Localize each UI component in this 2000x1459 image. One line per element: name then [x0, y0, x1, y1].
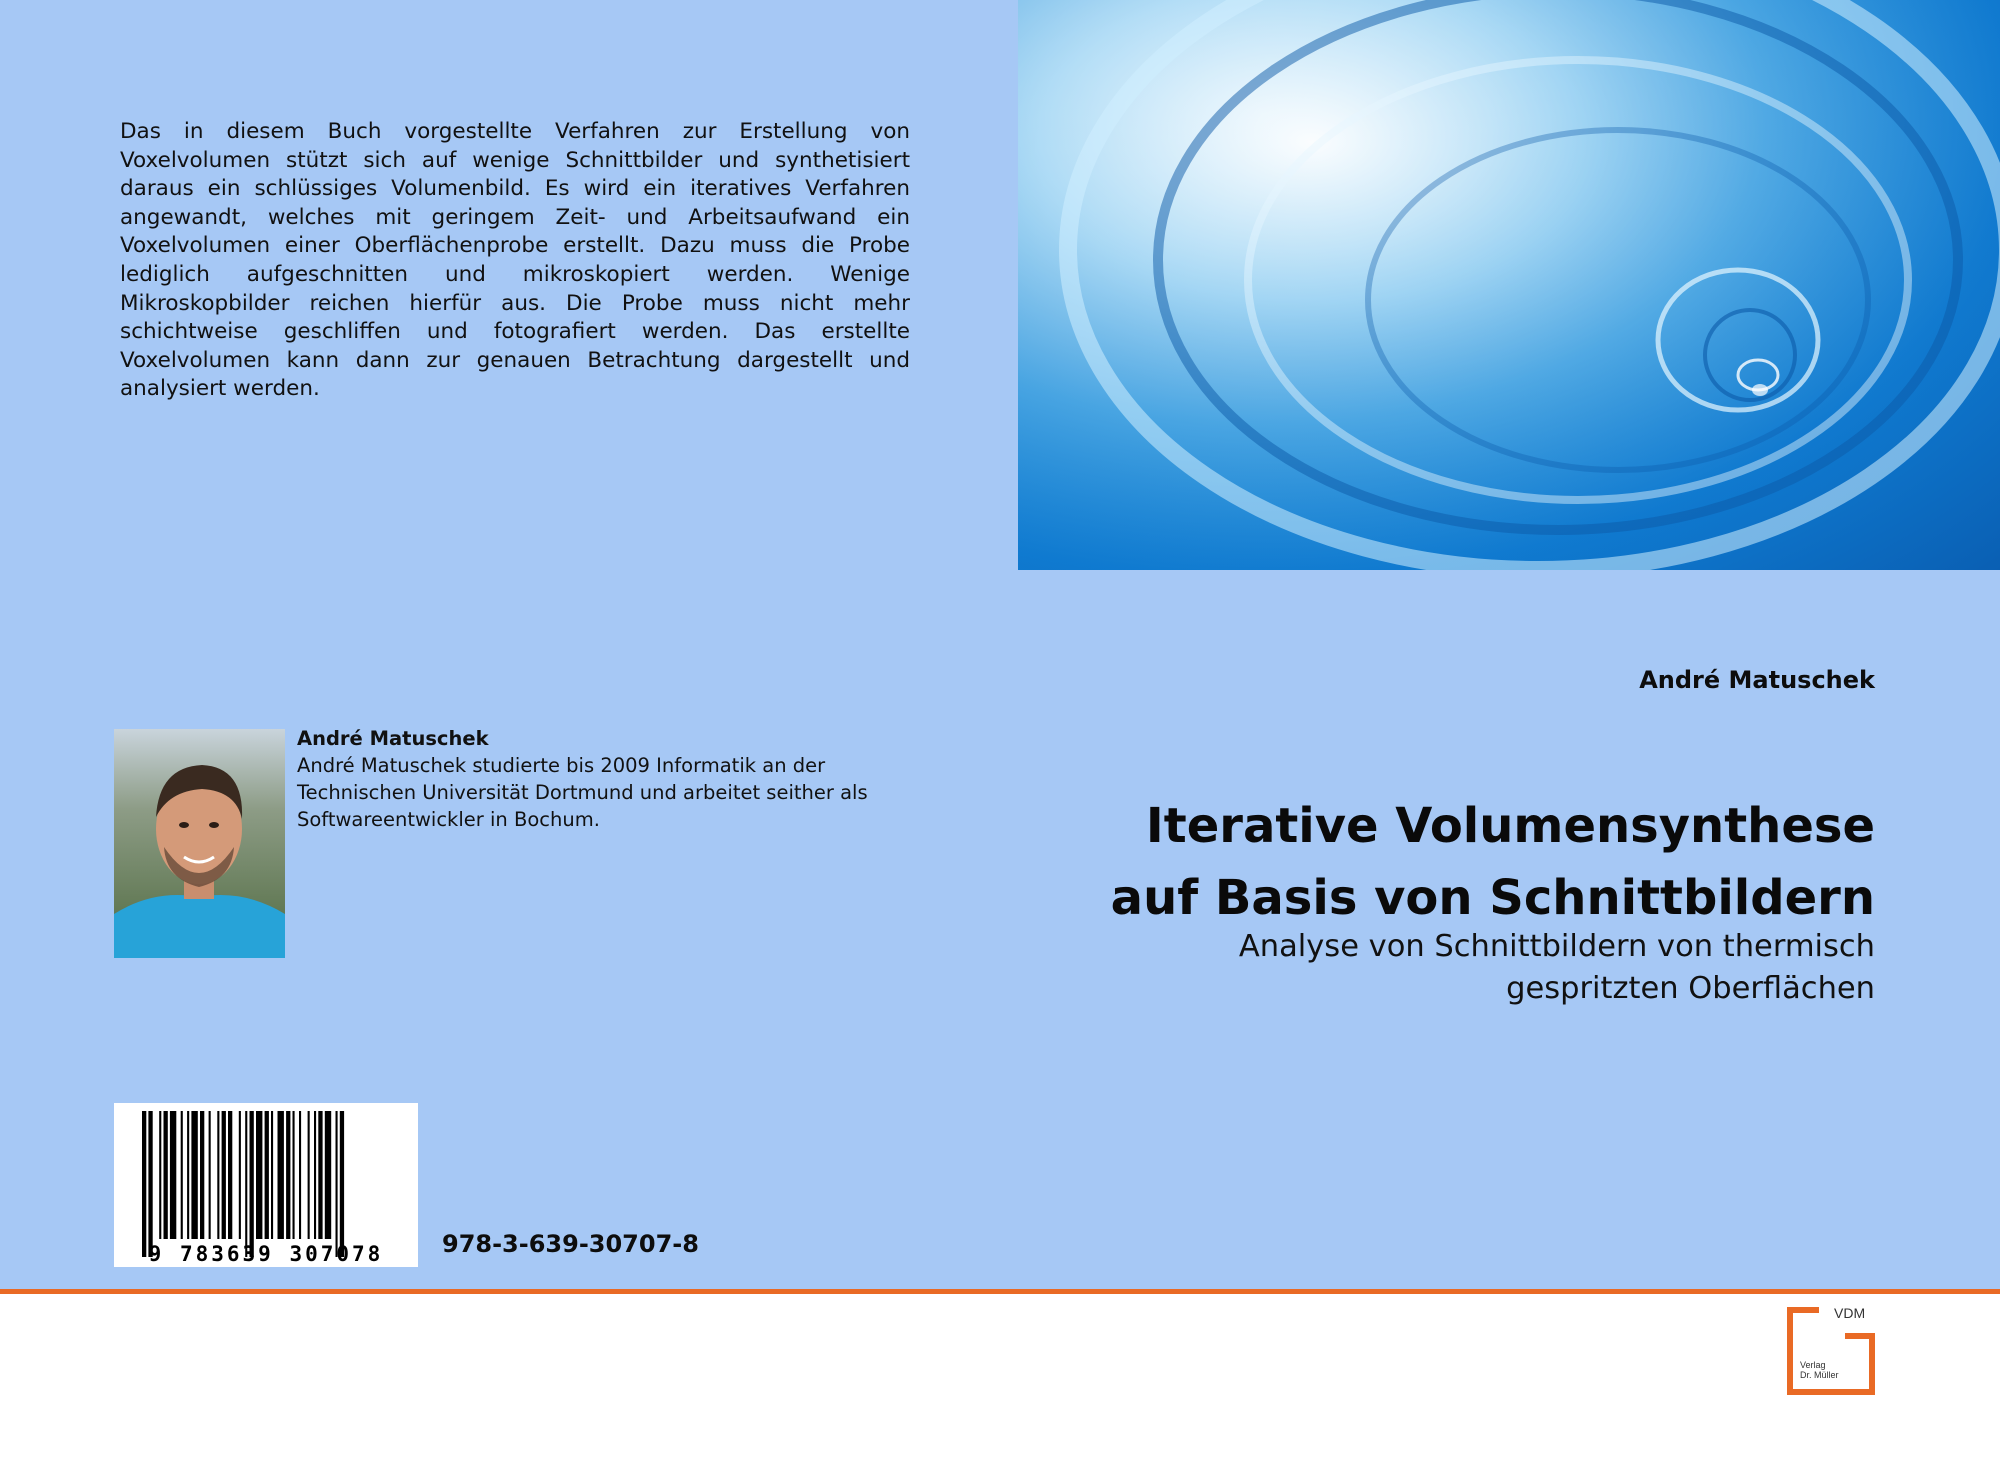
isbn-barcode	[114, 1103, 418, 1267]
vdm-logo-sub-line-1: Verlag	[1800, 1360, 1826, 1370]
front-cover-author: André Matuschek	[1639, 666, 1875, 694]
barcode-digits: 9 783639 307078	[148, 1242, 384, 1266]
barcode-bars	[114, 1103, 418, 1267]
isbn-number: 978-3-639-30707-8	[442, 1230, 699, 1258]
barcode-bar	[200, 1111, 204, 1239]
author-photo	[114, 729, 285, 958]
barcode-bar	[217, 1111, 219, 1239]
cover-footer	[0, 1294, 2000, 1459]
book-subtitle	[975, 926, 1875, 1010]
barcode-bar	[239, 1111, 241, 1239]
barcode-bar	[191, 1111, 197, 1239]
back-cover-blurb: Das in diesem Buch vorgestellte Verfahren zur Erstellung von Voxelvolumen stützt sich auf wenige Schnittbilder und synthetisiert daraus ein schlüssiges Volumenbild. Es wird ein iteratives Verfahren angewandt, welches mit geringem Zeit- und Arbeitsaufwand ein Voxelvolumen einer Oberflächenprobe erstellt. Dazu muss die Probe lediglich aufgeschnitten und mikroskopiert werden. Wenige Mikroskopbilder reichen hierfür aus. Die Probe muss nicht mehr schichtweise geschliffen und fotografiert werden. Das erstellte Voxelvolumen kann dann zur genauen Betrachtung dargestellt und analysiert werden.	[120, 119, 910, 402]
vdm-logo-text: VDM	[1834, 1305, 1866, 1321]
swirl-graphic	[1018, 0, 2000, 570]
title-line-2: auf Basis von Schnittbildern	[1110, 870, 1875, 926]
barcode-bar	[250, 1111, 254, 1257]
barcode-bar	[336, 1111, 338, 1257]
barcode-bar	[299, 1111, 301, 1239]
barcode-bar	[187, 1111, 189, 1239]
barcode-bar	[164, 1111, 168, 1239]
barcode-bar	[142, 1111, 146, 1257]
book-title	[975, 790, 1875, 934]
barcode-bar	[256, 1111, 262, 1239]
author-portrait-illustration	[114, 729, 285, 958]
bio-text: André Matuschek studierte bis 2009 Informatik an der Technischen Universität Dortmund und arbeitet seither als Softwareentwickler in Bochum.	[297, 754, 868, 831]
title-line-1: Iterative Volumensynthese	[1145, 798, 1875, 854]
subtitle-line-2: gespritzten Oberflächen	[1506, 971, 1875, 1006]
barcode-bar	[228, 1111, 232, 1239]
barcode-bar	[318, 1111, 322, 1239]
barcode-bar	[271, 1111, 273, 1239]
barcode-bar	[293, 1111, 295, 1239]
subtitle-line-1: Analyse von Schnittbildern von thermisch	[1238, 929, 1875, 964]
barcode-bar	[340, 1111, 344, 1257]
barcode-bar	[209, 1111, 211, 1239]
barcode-bar	[278, 1111, 284, 1239]
barcode-bar	[181, 1111, 183, 1239]
barcode-bar	[159, 1111, 161, 1239]
barcode-bar	[148, 1111, 152, 1257]
barcode-bar	[308, 1111, 310, 1239]
vdm-logo-subtext	[1800, 1360, 1839, 1380]
barcode-bar	[245, 1111, 247, 1257]
water-swirl-image	[1018, 0, 2000, 570]
barcode-bar	[325, 1111, 331, 1239]
bio-author-name: André Matuschek	[297, 727, 489, 750]
barcode-bar	[222, 1111, 226, 1239]
author-bio	[297, 725, 877, 833]
barcode-bar	[286, 1111, 290, 1239]
barcode-bar	[314, 1111, 316, 1239]
vdm-logo-sub-line-2: Dr. Müller	[1800, 1370, 1839, 1380]
barcode-bar	[265, 1111, 269, 1239]
barcode-bar	[170, 1111, 176, 1239]
